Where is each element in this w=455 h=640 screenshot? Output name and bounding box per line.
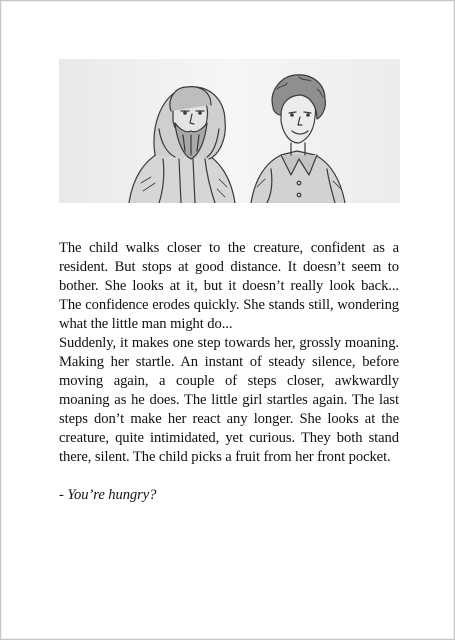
paragraph-1: The child walks closer to the creature, confident as a resident. But stops at good distance. It doesn’t seem to bother. She looks at it, but it doesn’t really look back... The confidence erodes quickly. She stands still, wondering what the little man might do... [59, 240, 399, 332]
story-text [59, 239, 399, 505]
story-illustration [59, 59, 400, 203]
paragraph-2: Suddenly, it makes one step towards her, grossly moaning. Making her startle. An instant of steady silence, before moving again, a couple of steps closer, awkwardly moaning as he does. The little girl startles again. The last steps don’t make her react any longer. She looks at the creature, quite intimidated, yet curious. They both stand there, silent. The child picks a fruit from her front pocket. [59, 335, 399, 465]
sketch-image [59, 59, 400, 203]
dialogue-line: - You’re hungry? [59, 487, 157, 503]
